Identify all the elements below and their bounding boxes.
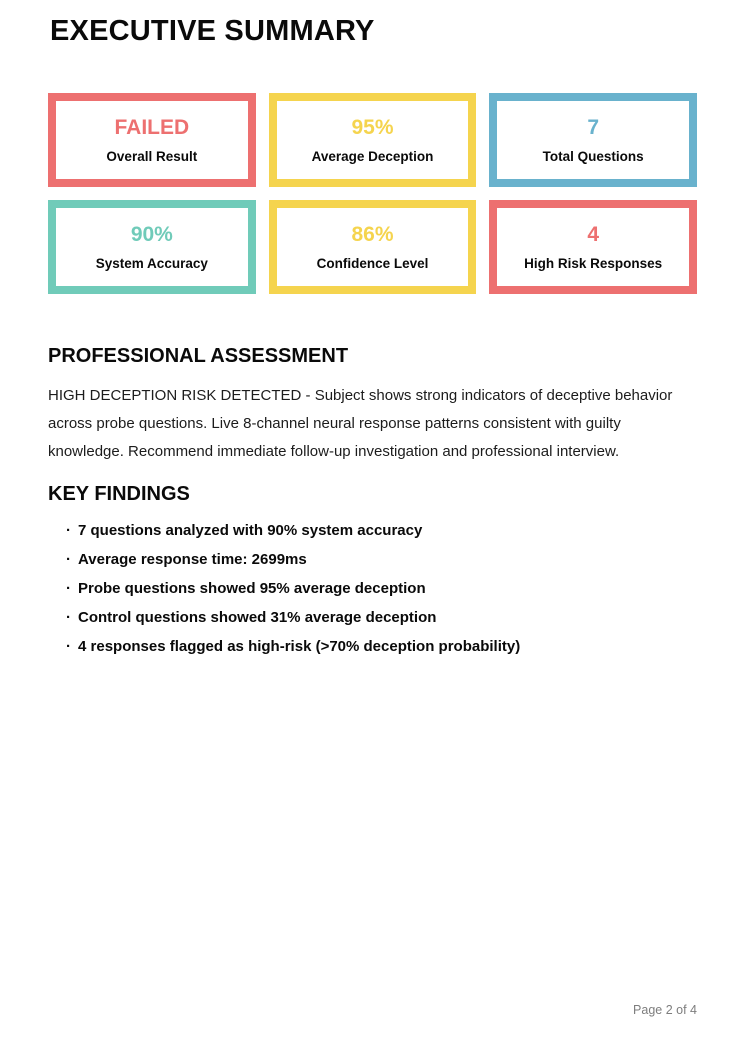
metric-card-system-accuracy <box>48 200 256 294</box>
metric-label-system-accuracy: System Accuracy <box>95 255 208 271</box>
metric-label-high-risk-responses: High Risk Responses <box>524 255 663 271</box>
metric-value-high-risk-responses: 4 <box>587 222 599 246</box>
findings-item: · 7 questions analyzed with 90% system accuracy <box>66 521 697 541</box>
assessment-heading: PROFESSIONAL ASSESSMENT <box>48 344 349 367</box>
findings-list <box>66 521 697 657</box>
metric-label-overall-result: Overall Result <box>106 148 198 164</box>
metric-value-overall-result: FAILED <box>114 115 190 139</box>
metric-value-confidence-level: 86% <box>351 222 394 246</box>
assessment-body-text: HIGH DECEPTION RISK DETECTED - Subject shows strong indicators of deceptive behavior across probe questions. Live 8-channel neural response patterns consistent with guilty knowledge. Recommend immediate follow-up investigation and professional interview. <box>48 386 673 460</box>
findings-item: · Probe questions showed 95% average deception <box>66 579 697 599</box>
metric-card-high-risk-responses <box>489 200 697 294</box>
metric-card-overall-result <box>48 93 256 187</box>
metric-card-total-questions <box>489 93 697 187</box>
page-title: EXECUTIVE SUMMARY <box>50 15 375 47</box>
metric-value-average-deception: 95% <box>351 115 394 139</box>
findings-item: · 4 responses flagged as high-risk (>70% deception probability) <box>66 637 697 657</box>
page-number: Page 2 of 4 <box>633 1003 697 1017</box>
metric-label-total-questions: Total Questions <box>542 148 644 164</box>
metric-value-total-questions: 7 <box>587 115 599 139</box>
summary-cards-grid <box>48 93 697 294</box>
findings-item: · Average response time: 2699ms <box>66 550 697 570</box>
metric-label-confidence-level: Confidence Level <box>316 255 429 271</box>
metric-card-confidence-level <box>269 200 477 294</box>
findings-heading: KEY FINDINGS <box>48 482 190 505</box>
metric-card-average-deception <box>269 93 477 187</box>
findings-item: · Control questions showed 31% average deception <box>66 608 697 628</box>
metric-label-average-deception: Average Deception <box>311 148 434 164</box>
metric-value-system-accuracy: 90% <box>130 222 173 246</box>
